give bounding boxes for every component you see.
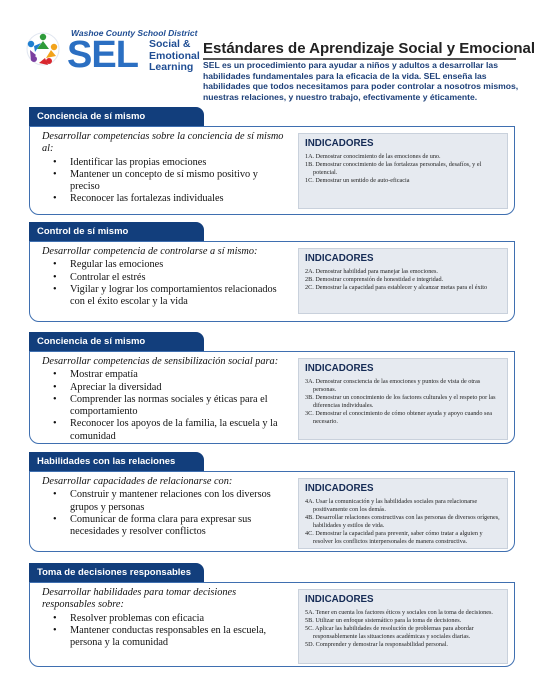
indicators-heading: INDICADORES xyxy=(305,253,374,264)
logo-sel-text: SEL xyxy=(67,34,138,76)
sel-logo-figures-icon xyxy=(26,32,60,66)
page-title: Estándares de Aprendizaje Social y Emocional xyxy=(203,40,536,57)
indicator-item: 5A. Tener en cuenta los factores éticos y sociales con la toma de decisiones. xyxy=(305,609,493,616)
section-self-awareness xyxy=(29,107,515,215)
list-item: • Controlar el estrés xyxy=(70,272,290,284)
section-self-management xyxy=(29,222,515,322)
competency-list xyxy=(42,157,290,206)
list-item: • Construir y mantener relaciones con los diversos grupos y personas xyxy=(70,489,290,514)
competency-lead: Desarrollar competencias de sensibilización social para: xyxy=(42,356,279,367)
list-item: • Mantener conductas responsables en la escuela, persona y la comunidad xyxy=(70,625,290,650)
indicators-panel xyxy=(298,589,508,664)
list-item: • Vigilar y lograr los comportamientos relacionados con el éxito escolar y la vida xyxy=(70,284,290,309)
competency-lead: Desarrollar capacidades de relacionarse con: xyxy=(42,476,233,487)
list-item: • Resolver problemas con eficacia xyxy=(70,613,290,625)
list-item: • Comunicar de forma clara para expresar sus necesidades y resolver conflictos xyxy=(70,514,290,539)
list-item: • Apreciar la diversidad xyxy=(70,382,290,394)
section-tab: Conciencia de sí mismo xyxy=(29,332,204,351)
competencies xyxy=(42,356,290,443)
competencies xyxy=(42,246,290,308)
indicator-item: 3A. Demostrar consciencia de las emociones y puntos de vista de otras personas. xyxy=(305,378,481,393)
indicator-item: 4C. Demostrar la capacidad para prevenir, saber cómo tratar a alguien y resolver los conflictos interpersonales de manera constructiva. xyxy=(305,530,483,545)
list-item: • Comprender las normas sociales y éticas para el comportamiento xyxy=(70,394,290,419)
indicator-item: 4A. Usar la comunicación y las habilidades sociales para relacionarse positivamente con los demás. xyxy=(305,498,478,513)
section-box xyxy=(29,126,515,215)
indicator-item: 2C. Demostrar la capacidad para establecer y alcanzar metas para el éxito xyxy=(305,284,488,291)
section-tab: Toma de decisiones responsables xyxy=(29,563,204,582)
section-tab: Habilidades con las relaciones xyxy=(29,452,204,471)
indicators-panel xyxy=(298,248,508,314)
section-tab: Conciencia de sí mismo xyxy=(29,107,204,126)
competency-list xyxy=(42,613,290,650)
section-box xyxy=(29,351,515,444)
district-name: Washoe County School District xyxy=(71,28,198,38)
indicator-item: 1C. Demostrar un sentido de auto-eficacia xyxy=(305,177,410,184)
logo-word: Social & xyxy=(149,38,191,50)
indicator-item: 1A. Demostrar conocimiento de las emociones de uno. xyxy=(305,153,441,160)
competency-lead: Desarrollar competencias sobre la conciencia de sí mismo al: xyxy=(42,131,284,155)
indicators-heading: INDICADORES xyxy=(305,363,374,374)
logo-word: Learning xyxy=(149,61,194,73)
intro-paragraph: SEL es un procedimiento para ayudar a niños y adultos a desarrollar las habilidades fundamentales para la eficacia de la vida. SEL enseña las habilidades que todos necesitamos para poder controlar a nosotros mismos, nuestras relaciones, y nuestro trabajo, efectivamente y éticamente. xyxy=(203,60,519,102)
indicators-panel xyxy=(298,133,508,209)
logo-word: Emotional xyxy=(149,49,200,62)
indicator-item: 2B. Demostrar comprensión de honestidad e integridad. xyxy=(305,276,444,283)
section-relationship-skills xyxy=(29,452,515,552)
indicators-panel xyxy=(298,478,508,549)
indicator-item: 4B. Desarrollar relaciones constructivas con las personas de diversos orígenes, habilidades y estilos de vida. xyxy=(305,514,500,529)
competencies xyxy=(42,476,290,538)
section-responsible-decisions xyxy=(29,563,515,667)
competencies xyxy=(42,131,290,206)
list-item: • Reconocer los apoyos de la familia, la escuela y la comunidad xyxy=(70,418,290,443)
list-item: • Mantener un concepto de sí mismo positivo y preciso xyxy=(70,169,290,194)
indicators-heading: INDICADORES xyxy=(305,594,374,605)
district-logo xyxy=(26,28,200,80)
indicator-item: 3B. Demostrar un conocimiento de los factores culturales y el respeto por las diferencias individuales. xyxy=(305,394,496,409)
list-item: • Mostrar empatía xyxy=(70,369,290,381)
indicators-panel xyxy=(298,358,508,440)
section-social-awareness xyxy=(29,332,515,444)
indicators-heading: INDICADORES xyxy=(305,138,374,149)
list-item: • Identificar las propias emociones xyxy=(70,157,290,169)
competencies xyxy=(42,587,290,649)
competency-list xyxy=(42,259,290,308)
list-item: • Regular las emociones xyxy=(70,259,290,271)
section-box xyxy=(29,471,515,552)
competency-list xyxy=(42,369,290,443)
indicator-item: 5D. Comprender y demostrar la responsabilidad personal. xyxy=(305,641,448,648)
indicator-item: 2A. Demostrar habilidad para manejar las emociones. xyxy=(305,268,438,275)
indicators-heading: INDICADORES xyxy=(305,483,374,494)
indicator-item: 5C. Aplicar las habilidades de resolución de problemas para abordar responsablemente las situaciones académicas y sociales diarias. xyxy=(305,625,474,640)
indicator-item: 3C. Demostrar el conocimiento de cómo obtener ayuda y apoyo cuando sea necesario. xyxy=(305,410,492,425)
competency-lead: Desarrollar habilidades para tomar decisiones responsables sobre: xyxy=(42,587,237,611)
indicator-item: 5B. Utilizar un enfoque sistemático para la toma de decisiones. xyxy=(305,617,462,624)
section-box xyxy=(29,582,515,667)
competency-list xyxy=(42,489,290,538)
competency-lead: Desarrollar competencia de controlarse a sí mismo: xyxy=(42,246,258,257)
section-box xyxy=(29,241,515,322)
section-tab: Control de sí mismo xyxy=(29,222,204,241)
logo-words xyxy=(149,39,200,74)
list-item: • Reconocer las fortalezas individuales xyxy=(70,193,290,205)
indicator-item: 1B. Demostrar conocimiento de las fortalezas personales, desafíos, y el potencial. xyxy=(305,161,482,176)
